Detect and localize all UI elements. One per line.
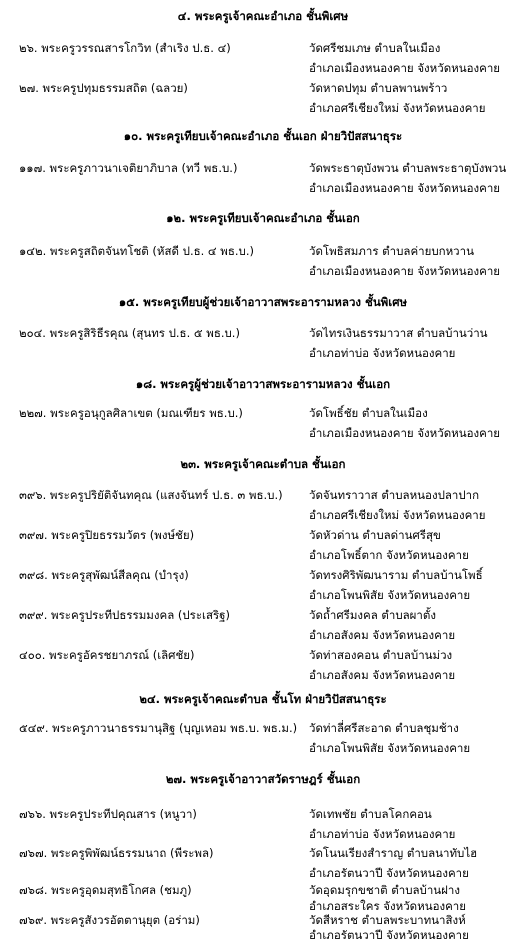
monk-name: ๔๐๐. พระครูอัครชยาภรณ์ (เลิศชัย) — [19, 648, 195, 662]
section-heading: ๑๐. พระครูเทียบเจ้าคณะอำเภอ ชั้นเอก ฝ่ายวิปัสสนาธุระ — [123, 129, 403, 143]
district-province: อำเภอศรีเชียงใหม่ จังหวัดหนองคาย — [309, 101, 486, 115]
list-item — [0, 567, 526, 607]
temple-location: วัดทรงศิริพัฒนาราม ตำบลบ้านโพธิ์ — [309, 568, 483, 582]
list-item — [0, 325, 526, 365]
district-province: อำเภอโพนพิสัย จังหวัดหนองคาย — [309, 588, 471, 602]
list-item — [0, 882, 526, 912]
list-item — [0, 40, 526, 80]
temple-location: วัดเทพชัย ตำบลโคกคอน — [309, 807, 432, 821]
monk-name: ๒๒๗. พระครูอนุกูลศิลาเขต (มณเฑียร พธ.บ.) — [19, 406, 243, 420]
section-heading: ๑๘. พระครูผู้ช่วยเจ้าอาวาสพระอารามหลวง ชั้นเอก — [135, 377, 391, 391]
temple-location: วัดท่าสองคอน ตำบลบ้านม่วง — [309, 648, 453, 662]
district-province: อำเภอศรีเชียงใหม่ จังหวัดหนองคาย — [309, 508, 486, 522]
temple-location: วัดอุดมรุกขชาติ ตำบลบ้านฝาง — [309, 883, 460, 897]
district-province: อำเภอสระใคร จังหวัดหนองคาย — [309, 899, 467, 913]
district-province: อำเภอท่าบ่อ จังหวัดหนองคาย — [309, 827, 456, 841]
temple-location: วัดไทรเงินธรรมาวาส ตำบลบ้านว่าน — [309, 326, 488, 340]
list-item — [0, 527, 526, 567]
section-heading: ๒๓. พระครูเจ้าคณะตำบล ชั้นเอก — [180, 457, 346, 471]
monk-name: ๗๖๗. พระครูพิพัฒน์ธรรมนาถ (พีระพล) — [19, 846, 214, 860]
list-item — [0, 405, 526, 445]
monk-name: ๗๖๘. พระครูอุดมสุทธิโกศล (ชมภู) — [19, 883, 192, 897]
temple-location: วัดโพธิ์ชัย ตำบลในเมือง — [309, 406, 428, 420]
list-item — [0, 647, 526, 687]
temple-location: วัดจันทราวาส ตำบลหนองปลาปาก — [309, 488, 480, 502]
list-item — [0, 80, 526, 120]
district-province: อำเภอโพธิ์ตาก จังหวัดหนองคาย — [309, 548, 469, 562]
district-province: อำเภอเมืองหนองคาย จังหวัดหนองคาย — [309, 61, 501, 75]
district-province: อำเภอเมืองหนองคาย จังหวัดหนองคาย — [309, 264, 501, 278]
monk-name: ๕๔๙. พระครูภาวนาธรรมานุสิฐ (บุญเหอม พธ.บ. พธ.ม.) — [19, 721, 298, 735]
temple-location: วัดโนนเรียงสำราญ ตำบลนาทับไฮ — [309, 846, 478, 860]
district-province: อำเภอรัตนวาปี จังหวัดหนองคาย — [309, 928, 469, 942]
section-heading: ๑๕. พระครูเทียบผู้ช่วยเจ้าอาวาสพระอารามหลวง ชั้นพิเศษ — [118, 295, 408, 309]
district-province: อำเภอโพนพิสัย จังหวัดหนองคาย — [309, 741, 471, 755]
district-province: อำเภอท่าบ่อ จังหวัดหนองคาย — [309, 346, 456, 360]
monk-name: ๓๙๘. พระครูสุพัฒน์สีลคุณ (บำรุง) — [19, 568, 189, 582]
temple-location: วัดโพธิสมภาร ตำบลค่ายบกหวาน — [309, 244, 474, 258]
monk-name: ๗๖๙. พระครูสังวรอัตตานุยุต (อร่าม) — [19, 913, 200, 927]
district-province: อำเภอสังคม จังหวัดหนองคาย — [309, 628, 456, 642]
list-item — [0, 607, 526, 647]
section-heading: ๒๔. พระครูเจ้าคณะตำบล ชั้นโท ฝ่ายวิปัสสนาธุระ — [139, 692, 387, 706]
monk-name: ๒๐๔. พระครูสิริธีรคุณ (สุนทร ป.ธ. ๕ พธ.บ.) — [19, 326, 240, 340]
monk-name: ๒๖. พระครูวรรณสารโกวิท (สำเริง ป.ธ. ๔) — [19, 41, 231, 55]
monk-name: ๒๗. พระครูปทุมธรรมสถิต (ฉลวย) — [19, 81, 188, 95]
section-heading: ๑๒. พระครูเทียบเจ้าคณะอำเภอ ชั้นเอก — [166, 211, 360, 225]
district-province: อำเภอสังคม จังหวัดหนองคาย — [309, 668, 456, 682]
temple-location: วัดถ้ำศรีมงคล ตำบลผาตั้ง — [309, 608, 436, 622]
monk-name: ๑๔๒. พระครูสถิตจันทโชติ (หัสดี ป.ธ. ๔ พธ.บ.) — [19, 244, 254, 258]
district-province: อำเภอเมืองหนองคาย จังหวัดหนองคาย — [309, 426, 501, 440]
list-item — [0, 845, 526, 885]
temple-location: วัดหาดปทุม ตำบลพานพร้าว — [309, 81, 448, 95]
monk-name: ๗๖๖. พระครูประทีปคุณสาร (หนูวา) — [19, 807, 197, 821]
section-heading: ๔. พระครูเจ้าคณะอำเภอ ชั้นพิเศษ — [177, 9, 349, 23]
monk-name: ๓๙๗. พระครูปิยธรรมวัตร (พงษ์ชัย) — [19, 528, 195, 542]
list-item — [0, 912, 526, 942]
list-item — [0, 720, 526, 760]
monk-name: ๓๙๙. พระครูประทีปธรรมมงคล (ประเสริฐ) — [19, 608, 230, 622]
temple-location: วัดพระธาตุบังพวน ตำบลพระธาตุบังพวน — [309, 161, 507, 175]
list-item — [0, 806, 526, 846]
list-item — [0, 160, 526, 200]
monk-name: ๑๑๗. พระครูภาวนาเจติยาภิบาล (ทวี พธ.บ.) — [19, 161, 238, 175]
list-item — [0, 487, 526, 527]
temple-location: วัดศรีชมเภษ ตำบลในเมือง — [309, 41, 441, 55]
temple-location: วัดสีหราช ตำบลพระบาทนาสิงห์ — [309, 913, 466, 927]
district-province: อำเภอรัตนวาปี จังหวัดหนองคาย — [309, 866, 469, 880]
list-item — [0, 243, 526, 283]
section-heading: ๒๗. พระครูเจ้าอาวาสวัดราษฎร์ ชั้นเอก — [165, 772, 361, 786]
monk-name: ๓๙๖. พระครูปริยัติจันทคุณ (แสงจันทร์ ป.ธ. ๓ พธ.บ.) — [19, 488, 283, 502]
temple-location: วัดท่าลี่ศรีสะอาด ตำบลชุมช้าง — [309, 721, 459, 735]
district-province: อำเภอเมืองหนองคาย จังหวัดหนองคาย — [309, 181, 501, 195]
temple-location: วัดหัวด่าน ตำบลด่านศรีสุข — [309, 528, 441, 542]
